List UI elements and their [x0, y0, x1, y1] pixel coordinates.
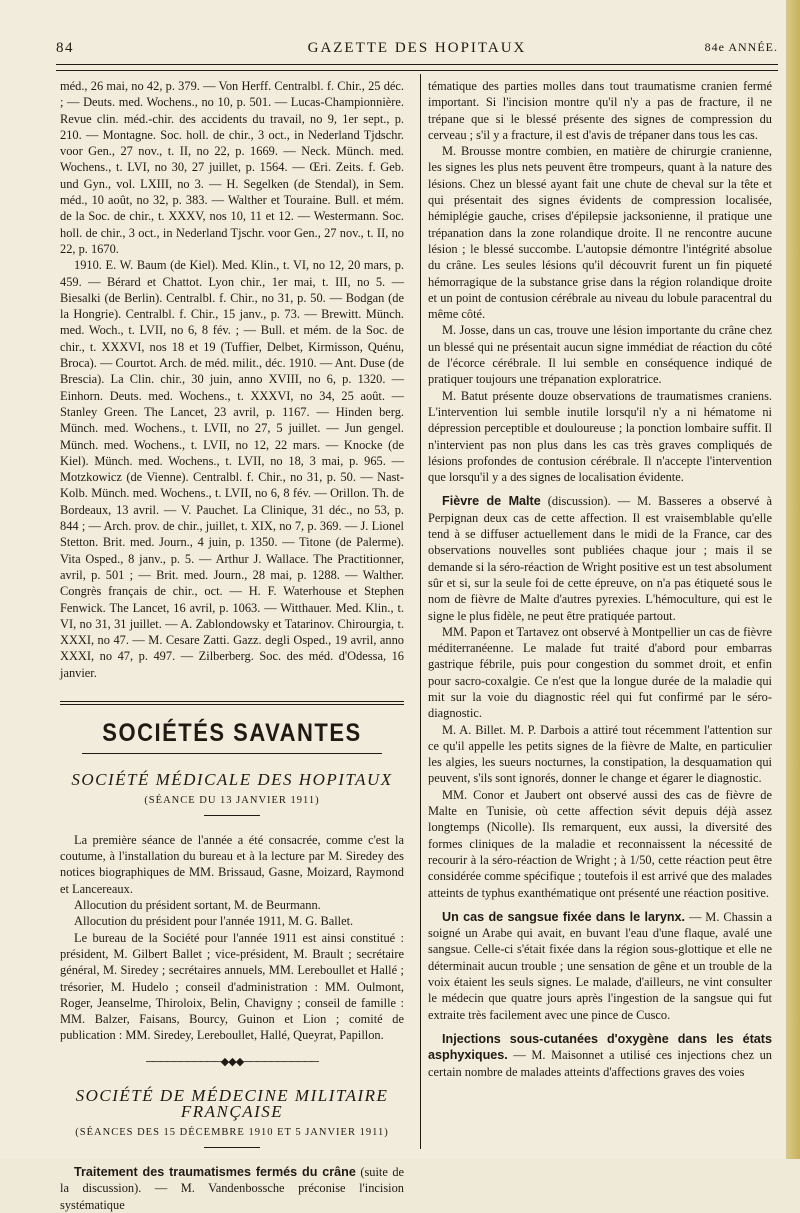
paragraph: MM. Papon et Tartavez ont observé à Montpellier un cas de fièvre méditerranéenne. Le malade fut traité d'abord pour embarras gastrique fébrile, puis pour congestion du sommet droit, et enfin pour sacro-coxalgie. Ce n'est que la longue durée de la maladie qui mit sur la voie du diagnostic réel qui fut confirmé par le séro-diagnostic.	[428, 624, 772, 721]
paragraph-text: (discussion). — M. Basseres a observé à Perpignan deux cas de cette affection. Il est vraisemblable qu'elle tend à se diffuser actuellement dans le midi de la France, car des observations nouvelles sont publiées chaque jour ; mais il se demande si la séro-réaction de Wright positive est un test absolument sûr et si, sur la seule foi de cette épreuve, on n'a pas étiqueté sous le nom de fièvre de Malte d'autres pyrexies. L'hémoculture, qui est le signe le plus fidèle, ne peut être pratiquée partout.	[428, 494, 772, 623]
topic-lead: Fièvre de Malte	[442, 494, 541, 509]
section-rule-thin	[60, 704, 404, 705]
topic-lead: Injections sous-cutanées d'oxygène dans les états asphyxiques.	[428, 1031, 772, 1063]
paragraph: Allocution du président sortant, M. de Beurmann.	[74, 898, 321, 913]
society-heading-2: SOCIÉTÉ DE MÉDECINE MILITAIRE FRANÇAISE	[75, 1086, 389, 1122]
volume-year: 84e ANNÉE.	[704, 40, 778, 54]
paragraph: Le bureau de la Société pour l'année 1911 est ainsi constitué : président, M. Gilbert Ballet ; vice-président, M. Brault ; secrétaire général, M. Siredey ; secrétaires annuels, MM. Lereboullet et Hallé ; trésorier, M. Hudelo ; conseil d'administration : MM. Oulmont, Roger, Jeanselme, Thiroloix, Belin, Chavigny ; conseil de famille : MM. Balzer, Faisans, Bourcy, Guinon et Lion ; comité de publication : MM. Siredey, Lereboullet, Hallé, Queyrat, Papillon.	[60, 930, 404, 1043]
left-column	[60, 78, 404, 1213]
paragraph	[428, 493, 772, 623]
bibliography-1909: méd., 26 mai, no 42, p. 379. — Von Herff. Centralbl. f. Chir., 25 déc. ; — Deuts. med. Wochens., no 10, p. 501. — Lucas-Championnière. Revue clin. méd.-chir. des accidents du travail, no 9, 1er sept., p. 210. — Montagne. Soc. holl. de chir., 3 oct., in Nederland Tjdschr. voor Gen., 27 nov., t. II, no 22, p. 1669. — Neck. Münch. med. Wochens., t. LVI, no 30, 27 juillet, p. 1564. — Œri. Zeits. f. Geb. und Gyn., vol. LXIII, no 3. — H. Segelken (de Stendal), in Sem. méd., 10 août, no 32, p. 383. — Walther et Touraine. Bull. et mém. de la Soc. de chir., t. XXXV, nos 10, 11 et 12. — Westermann. Soc. holl. de chir., 3 oct., in Nederland Tjschr. voor Gen., 27 nov., t. II, no 22, p. 1670.	[60, 79, 404, 256]
short-rule	[204, 1147, 260, 1148]
paragraph	[60, 1164, 404, 1213]
header-rule-thin	[56, 70, 778, 71]
paragraph	[428, 1031, 772, 1080]
section-rule	[60, 701, 404, 702]
paragraph: tématique des parties molles dans tout traumatisme cranien fermé important. Si l'incision montre qu'il n'y a pas de fracture, il ne trépane que si le blessé présente des signes de compression du cerveau ; s'il y a fracture, il est d'avis de trépaner dans tous les cas.	[428, 79, 772, 142]
paragraph: MM. Conor et Jaubert ont observé aussi des cas de fièvre de Malte en Tunisie, où cette affection sévit depuis déjà assez longtemps (Nicolle). Ils remarquent, eux aussi, la diversité des formes cliniques de la maladie et reconnaissent la nécessité de recourir à la séro-réaction de Wright ; à 1/50, cette réaction peut être considérée comme spécifique ; toutefois il est arrivé que des malades atteints de typhus exanthématique ont présenté une réaction positive.	[428, 787, 772, 900]
topic-lead: Un cas de sangsue fixée dans le larynx.	[442, 909, 686, 924]
paragraph-text: — M. Maisonnet a utilisé ces injections chez un certain nombre de malades atteints d'affections graves des voies	[428, 1048, 772, 1079]
section-underline	[82, 753, 382, 754]
paragraph: M. A. Billet. M. P. Darbois a attiré tout récemment l'attention sur ce qu'il appelle les petits signes de la fièvre de Malte, en particulier les algies, les sueurs nocturnes, la constipation, la desquamation qui peuvent, s'ils sont ignorés, donner le change et égarer le diagnostic.	[428, 722, 772, 786]
seance-date-1: (SÉANCE DU 13 JANVIER 1911)	[144, 794, 320, 806]
paragraph: Allocution du président pour l'année 1911, M. G. Ballet.	[74, 914, 354, 929]
section-title: SOCIÉTÉS SAVANTES	[102, 718, 362, 747]
paragraph-text: — M. Chassin a soigné un Arabe qui avait, en buvant l'eau d'une flaque, avalé une sangsue. Celle-ci s'était fixée dans la région sous-glottique et elle ne déterminait aucun trouble ; une sensation de gêne et un trouble de la voix étaient les seuls signes. Le malade, d'ailleurs, ne vint consulter le médecin que quatre jours après l'ingestion de la sangsue qui fut extraite très facilement avec une pince de Cusco.	[428, 909, 772, 1022]
paragraph: La première séance de l'année a été consacrée, comme c'est la coutume, à l'installation du bureau et à la lecture par M. Siredey des notices biographiques de MM. Brissaud, Gasne, Moizard, Raymond et Lancereaux.	[60, 832, 404, 896]
paragraph: M. Batut présente douze observations de traumatismes craniens. L'intervention lui semble inutile lorsqu'il n'y a ni hématome ni dépression perceptible et douloureuse ; la ponction lombaire suffit. Il n'intervient pas non plus dans les cas très graves compliqués de lésions profondes de contusion cérébrale. Il n'accepte l'intervention que lorsqu'il y a des signes de localisation évidente.	[428, 388, 772, 485]
column-divider	[420, 74, 421, 1149]
header-rule	[56, 64, 778, 65]
paragraph	[428, 909, 772, 1023]
page-number: 84	[56, 40, 74, 56]
page-edge	[786, 0, 800, 1159]
seance-date-2: (SÉANCES DES 15 DÉCEMBRE 1910 ET 5 JANVIER 1911)	[75, 1126, 389, 1138]
short-rule	[204, 815, 260, 816]
running-header	[56, 40, 778, 64]
ornament-divider: ───────────◆◆◆───────────	[146, 1055, 318, 1068]
topic-lead: Traitement des traumatismes fermés du crâne	[74, 1164, 356, 1179]
paragraph-text: (suite de la discussion). — M. Vandenbossche préconise l'incision systématique	[60, 1164, 405, 1212]
journal-title: GAZETTE DES HOPITAUX	[307, 40, 527, 56]
paragraph: M. Brousse montre combien, en matière de chirurgie cranienne, les signes les plus nets peuvent être trompeurs, quant à la nature des lésions. Chez un blessé ayant fait une chute de cheval sur la tête et qui présentait des signes évidents de compression localisée, hémiplégie gauche, crises d'épilepsie jacksonienne, il pratique une trépanation dans la zone rolandique droite. Il ne rencontre aucune lésion ; le blessé succombe. L'autopsie démontre l'intégrité absolue du crâne. Les seules lésions qu'il découvrit furent un fin piqueté hémorragique de la substance grise dans la région rolandique droite et un point de contusion cérébrale au niveau du lobule paracentral du même côté.	[428, 144, 772, 322]
paragraph: M. Josse, dans un cas, trouve une lésion importante du crâne chez un blessé qui ne présentait aucun signe immédiat de réaction du côté de l'écorce cérébrale. Il lui semble en conséquence indiqué de pratiquer toujours une trépanation exploratrice.	[428, 323, 772, 387]
right-column	[428, 78, 772, 1080]
bibliography-1910: 1910. E. W. Baum (de Kiel). Med. Klin., t. VI, no 12, 20 mars, p. 459. — Bérard et Chattot. Lyon chir., 1er mai, t. III, no 5. — Biesalki (de Berlin). Centralbl. f. Chir., no 31, p. 50. — Bodgan (de la Hongrie). Centralbl. f. Chir., 15 janv., p. 73. — Brewitt. Münch. med. Woch., t. LVII, no 6, 8 fév. ; — Bull. et mém. de la Soc. de chir., t. XXXVI, nos 18 et 19 (Tuffier, Delbet, Kirmisson, Quénu, Broca). — Courtot. Arch. de méd. milit., déc. 1910. — Ant. Duse (de Brescia). La Clin. chir., 30 juin, anno XVIII, no 6, p. 1320. — Einhorn. Deuts. med. Wochens., t. XXXVI, no 34, 25 août. — Stanley Green. The Lancet, 23 avril, p. 1167. — Hinden berg. Münch. med. Wochens., t. LVII, no 27, 5 juillet. — Jun gengel. Münch. med. Wochens., t. LVII, no 12, 22 mars. — Knocke (de Kiel). Münch. med. Wochens., t. LVII, no 18, 3 mai, p. 965. — Motzkowicz (de Vienne). Centralbl. f. Chir., no 31, p. 50. — Nast-Kolb. Münch. med. Wochens., t. LVII, no 6, 8 fév. — Orillon. Th. de Bordeaux, 13 avril. — V. Pauchet. La Clinique, 31 déc., no 53, p. 844 ; — Arch. prov. de chir., juillet, t. XIX, no 7, p. 369. — J. Lionel Stetton. Brit. med. Journ., 4 juin, p. 1350. — Titone (de Palerme). Vita Osped., 8 janv., p. 5. — Arthur J. Wallace. The Practitionner, avril, p. 501 ; — Brit. med. Journ., 28 mai, p. 1288. — Walther. Congrès français de chir., oct. — H. F. Waterhouse et Stephen Fenwick. The Lancet, 16 avril, p. 1063. — Witthauer. Med. Klin., t. VI, no 31, 31 juillet. — A. Zablondowsky et Tatarinov. Chirourgia, t. XXXI, no 47. — M. Cesare Zatti. Gazz. degli Osped., 19 avril, anno XXXI, no 47, p. 497. — Zilberberg. Soc. des méd. d'Odessa, 16 janvier.	[60, 258, 404, 680]
society-heading-1: SOCIÉTÉ MÉDICALE DES HOPITAUX	[71, 770, 393, 790]
